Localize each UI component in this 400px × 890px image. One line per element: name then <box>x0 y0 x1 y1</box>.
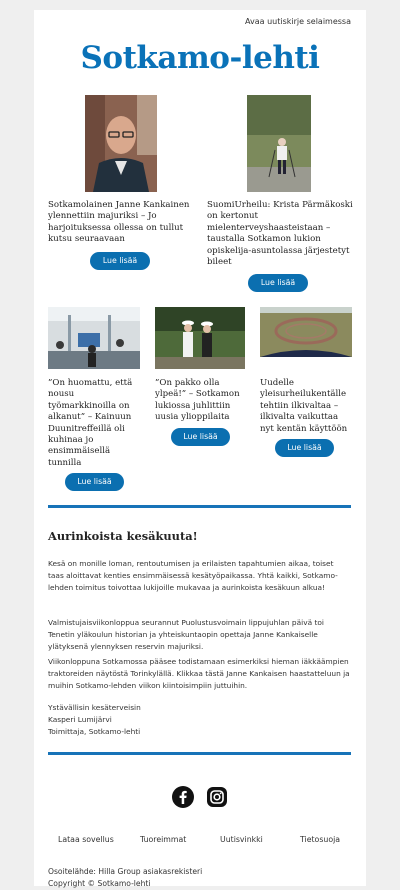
signature-name: Kasperi Lumijärvi <box>48 715 112 724</box>
read-more-button[interactable]: Lue lisää <box>90 252 150 270</box>
article-photo-graduates[interactable] <box>155 307 245 369</box>
article-photo-skiing[interactable] <box>247 95 311 192</box>
editorial-title: Aurinkoista kesäkuuta! <box>48 529 198 543</box>
read-more-button[interactable]: Lue lisää <box>275 439 334 457</box>
footer-link-news-tip[interactable]: Uutisvinkki <box>220 835 263 844</box>
article-title[interactable]: ”On pakko olla ylpeä!” – Sotkamon lukiossa juhlittiin uusia ylioppilaita <box>155 378 240 423</box>
article-photo-job-fair[interactable] <box>48 307 140 369</box>
article-title[interactable]: ”On huomattu, että nousu työmarkkinoilla on alkanut” – Kainuun Duunitreffeillä oli kuhinaa jo ensimmäisellä tunnilla <box>48 378 133 468</box>
open-in-browser-link[interactable]: Avaa uutiskirje selaimessa <box>245 17 351 26</box>
article-photo-portrait[interactable] <box>85 95 157 192</box>
facebook-icon[interactable] <box>172 786 194 808</box>
editorial-paragraph: Kesä on monille loman, rentoutumisen ja erilaisten tapahtumien aikaa, toiset taas aloittavat kenties ensimmäisessä kesätyöpaikassa. Yhtä kaikki, Sotkamo-lehden toimitus toivottaa lukijoille mukavaa ja aurinkoista kesäkuun alkua! <box>48 559 338 593</box>
article-title[interactable]: SuomiUrheilu: Krista Pärmäkoski on kertonut mielenterveyshaasteistaan – taustalla Sotkamon lukion opiskelija-asuntolassa järjestetyt bileet <box>207 200 353 268</box>
instagram-icon[interactable] <box>206 786 228 808</box>
section-divider <box>48 505 351 508</box>
footer-link-privacy[interactable]: Tietosuoja <box>300 835 341 844</box>
article-title[interactable]: Uudelle yleisurheilukentälle tehtiin ilkivaltaa – ilkivalta vaikuttaa nyt kentän käyttöön <box>260 378 348 434</box>
article-photo-track-field[interactable] <box>260 307 352 357</box>
signature-role: Toimittaja, Sotkamo-lehti <box>48 727 141 736</box>
copyright: Copyright © Sotkamo-lehti <box>48 879 151 888</box>
read-more-button[interactable]: Lue lisää <box>65 473 124 491</box>
read-more-button[interactable]: Lue lisää <box>248 274 308 292</box>
signature-greeting: Ystävällisin kesäterveisin <box>48 703 141 712</box>
logo[interactable]: Sotkamo-lehti <box>80 40 320 76</box>
newsletter <box>34 10 366 886</box>
editorial-paragraph: Viikonloppuna Sotkamossa pääsee todistamaan esimerkiksi hieman iäkkäämpien traktoreiden näytöstä Torinkylällä. Klikkaa tästä Janne Kankaisen haastatteluun ja muihin Sotkamo-lehden viikon kiintoisimpiin juttuihin. <box>48 657 350 691</box>
editorial-paragraph: Valmistujaisviikonloppua seurannut Puolustusvoimain lippujuhlan päivä toi Tenetin yläkoulun historian ja yhteiskuntaopin opettaja Janne Kankaiselle ylätyksenä ylennyksen reservin majuriksi. <box>48 618 324 652</box>
read-more-button[interactable]: Lue lisää <box>171 428 230 446</box>
footer-link-download-app[interactable]: Lataa sovellus <box>58 835 114 844</box>
address-source: Osoitelähde: Hilla Group asiakasrekisteri <box>48 867 203 876</box>
section-divider <box>48 752 351 755</box>
footer-link-latest[interactable]: Tuoreimmat <box>140 835 187 844</box>
article-title[interactable]: Sotkamolainen Janne Kankainen ylennettiin majuriksi – Jo harjoituksessa ollessa on tullut kutsu seuraavaan <box>48 200 190 245</box>
